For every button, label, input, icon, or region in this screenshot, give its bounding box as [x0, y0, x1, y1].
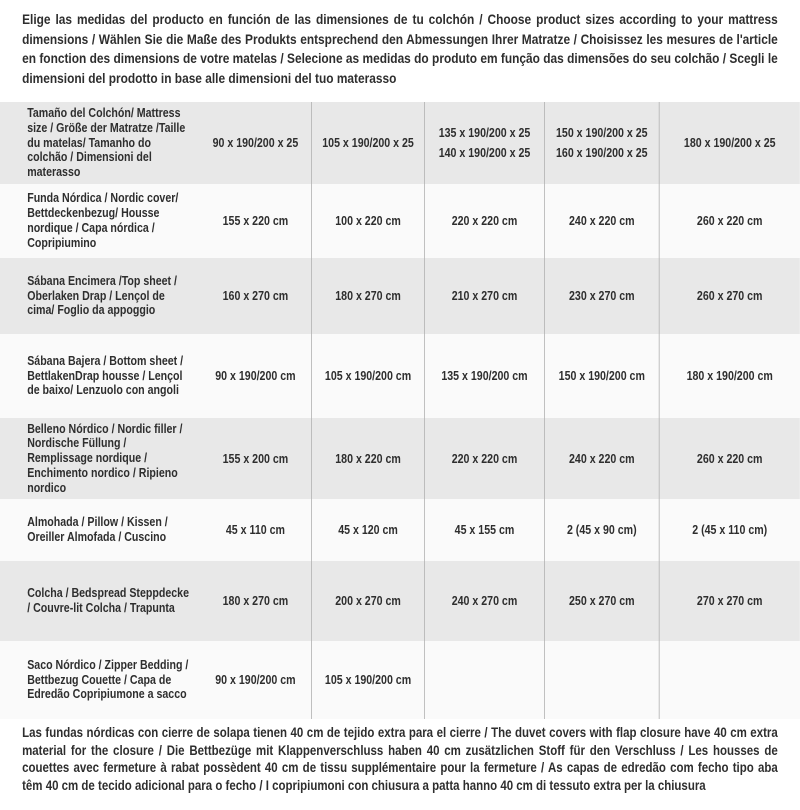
size-value: 45 x 120 cm	[338, 523, 398, 537]
footer-flap-closure-note: Las fundas nórdicas con cierre de solapa tienen 40 cm de tejido extra para el cierre / The duvet covers with flap closure have 40 cm extra material for the closure / Die Bettbezüge mit Klappenverschluss haben 40 cm zusätzlichen Stoff für den Verschluss / Les housses de couettes avec fermeture à rabat possèdent 40 cm de tissu supplémentaire pour la fermeture / As capas de edredão com fecho tipo aba têm 40 cm de tecido adicional para o fecho / I copripiumoni con chiusura a patta hanno 40 cm di tessuto extra per la chiusura	[22, 725, 778, 793]
row-label-text: Almohada / Pillow / Kissen / Oreiller Almofada / Cuscino	[27, 515, 168, 544]
table-row	[0, 641, 800, 719]
size-value: 180 x 190/200 x 25	[683, 136, 776, 150]
size-value: 2 (45 x 110 cm)	[692, 523, 768, 537]
size-value: 240 x 220 cm	[569, 451, 635, 466]
table-row	[0, 184, 800, 258]
size-value: 150 x 190/200 x 25	[556, 126, 648, 140]
size-cell	[545, 641, 660, 719]
size-cell	[312, 102, 425, 184]
size-cell	[545, 258, 660, 334]
size-cell	[200, 258, 312, 334]
size-value: 90 x 190/200 x 25	[212, 136, 299, 150]
size-cell	[425, 499, 545, 561]
size-value: 90 x 190/200 cm	[215, 673, 296, 687]
size-value: 220 x 220 cm	[451, 451, 518, 466]
size-value: 260 x 220 cm	[696, 214, 763, 228]
size-value: 180 x 190/200 cm	[686, 369, 773, 383]
size-cell	[545, 499, 660, 561]
size-cell	[660, 334, 800, 418]
size-cell	[425, 184, 545, 258]
size-cell	[200, 641, 312, 719]
size-cell	[660, 561, 800, 641]
header-instructions: Elige las medidas del producto en función de las dimensiones de tu colchón / Choose product sizes according to your mattress dimensions / Wählen Sie die Maße des Produkts entsprechend den Abmessungen Ihrer Matratze / Choisissez les mesures de l'article en fonction des dimensions de votre matelas / Selecione as medidas do produto em função das dimensões do seu colchão / Scegli le dimensioni del prodotto in base alle dimensioni del tuo materasso	[22, 11, 778, 86]
row-label-cell	[0, 418, 200, 499]
size-value: 240 x 270 cm	[451, 594, 518, 608]
size-value: 2 (45 x 90 cm)	[566, 523, 637, 537]
size-value: 180 x 270 cm	[222, 594, 289, 608]
row-label-text: Tamaño del Colchón/ Mattress size / Größe der Matratze /Taille du matelas/ Tamanho do colchão / Dimensioni del materasso	[27, 106, 186, 180]
row-label-cell	[0, 499, 200, 561]
size-value: 135 x 190/200 cm	[441, 369, 528, 383]
size-value: 220 x 220 cm	[451, 214, 518, 228]
size-value: 100 x 220 cm	[335, 214, 401, 228]
size-cell	[312, 499, 425, 561]
size-value: 155 x 200 cm	[222, 451, 289, 466]
size-cell	[200, 418, 312, 499]
size-cell	[545, 561, 660, 641]
size-cell	[660, 641, 800, 719]
row-label-cell	[0, 184, 200, 258]
size-value: 180 x 220 cm	[335, 451, 401, 466]
size-value: 135 x 190/200 x 25	[438, 126, 531, 140]
product-size-sheet	[0, 10, 800, 810]
table-row	[0, 499, 800, 561]
size-value: 250 x 270 cm	[569, 594, 635, 608]
size-value: 210 x 270 cm	[451, 289, 518, 303]
size-value: 150 x 190/200 cm	[558, 369, 645, 383]
size-value: 105 x 190/200 x 25	[322, 136, 414, 150]
size-cell	[312, 561, 425, 641]
size-cell	[200, 184, 312, 258]
size-cell	[200, 102, 312, 184]
size-cell	[660, 418, 800, 499]
size-cell	[545, 184, 660, 258]
size-cell	[312, 334, 425, 418]
size-value: 200 x 270 cm	[335, 594, 401, 608]
size-cell	[660, 184, 800, 258]
row-label-cell	[0, 258, 200, 334]
size-cell	[660, 499, 800, 561]
product-size-table	[0, 102, 800, 719]
row-label-text: Sábana Bajera / Bottom sheet / BettlakenDrap housse / Lençol de baixo/ Lenzuolo con angoli	[27, 353, 184, 398]
size-cell	[425, 334, 545, 418]
table-row	[0, 334, 800, 418]
table-row	[0, 418, 800, 499]
size-cell	[425, 418, 545, 499]
size-cell	[425, 641, 545, 719]
size-value: 105 x 190/200 cm	[324, 369, 412, 383]
size-cell	[200, 561, 312, 641]
row-label-cell	[0, 561, 200, 641]
size-cell	[545, 418, 660, 499]
size-cell	[425, 102, 545, 184]
size-value: 230 x 270 cm	[569, 289, 635, 303]
row-label-text: Sábana Encimera /Top sheet / Oberlaken Drap / Lençol de cima/ Foglio da appoggio	[27, 273, 177, 318]
size-cell	[312, 418, 425, 499]
size-value: 155 x 220 cm	[222, 214, 289, 228]
size-value: 45 x 155 cm	[454, 523, 515, 537]
size-value: 160 x 270 cm	[222, 289, 289, 303]
size-value: 105 x 190/200 cm	[324, 673, 412, 687]
size-cell	[660, 258, 800, 334]
row-label-cell	[0, 102, 200, 184]
size-value: 160 x 190/200 x 25	[556, 146, 648, 160]
size-cell	[425, 561, 545, 641]
size-value: 90 x 190/200 cm	[215, 369, 296, 383]
size-cell	[312, 184, 425, 258]
size-cell	[200, 334, 312, 418]
row-label-cell	[0, 641, 200, 719]
size-value: 140 x 190/200 x 25	[438, 146, 531, 160]
size-cell	[312, 258, 425, 334]
size-cell	[545, 102, 660, 184]
row-label-text: Funda Nórdica / Nordic cover/ Bettdeckenbezug/ Housse nordique / Capa nórdica / Copripiumino	[27, 191, 179, 250]
size-value: 270 x 270 cm	[696, 594, 763, 608]
row-label-text: Colcha / Bedspread Steppdecke / Couvre-lit Colcha / Trapunta	[27, 586, 189, 615]
size-cell	[312, 641, 425, 719]
size-cell	[660, 102, 800, 184]
table-row	[0, 561, 800, 641]
row-label-text: Belleno Nórdico / Nordic filler / Nordische Füllung / Remplissage nordique / Enchimento nordico / Ripieno nordico	[27, 421, 183, 495]
size-value: 180 x 270 cm	[335, 289, 401, 303]
size-cell	[425, 258, 545, 334]
size-value: 260 x 220 cm	[696, 451, 763, 466]
size-value: 45 x 110 cm	[225, 523, 285, 537]
row-label-text: Saco Nórdico / Zipper Bedding / Bettbezug Couette / Capa de Edredão Copripiumone a sacco	[27, 657, 189, 702]
table-row	[0, 102, 800, 184]
size-value: 240 x 220 cm	[569, 214, 635, 228]
size-cell	[545, 334, 660, 418]
size-value: 260 x 270 cm	[696, 289, 763, 303]
row-label-cell	[0, 334, 200, 418]
size-cell	[200, 499, 312, 561]
table-row	[0, 258, 800, 334]
